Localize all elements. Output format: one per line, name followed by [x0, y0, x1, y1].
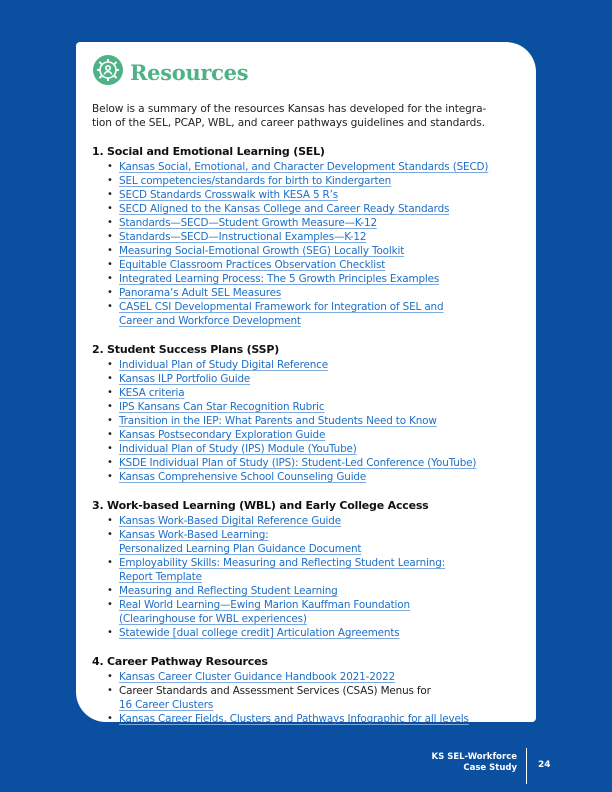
intro-paragraph — [92, 102, 522, 130]
resource-link[interactable]: Kansas Work-Based Digital Reference Guide — [119, 515, 341, 527]
list-item[interactable] — [119, 598, 522, 626]
intro-line: tion of the SEL, PCAP, WBL, and career pathways guidelines and standards. — [92, 117, 485, 129]
resource-link[interactable]: Kansas Work-Based Learning: — [119, 529, 269, 541]
resource-link[interactable]: 16 Career Clusters — [119, 699, 214, 711]
resource-link[interactable]: IPS Kansans Can Star Recognition Rubric — [119, 401, 325, 413]
resource-link[interactable]: Equitable Classroom Practices Observation Checklist — [119, 259, 386, 271]
resource-link[interactable]: SECD Aligned to the Kansas College and Career Ready Standards — [119, 203, 450, 215]
resource-link-continuation[interactable]: Personalized Learning Plan Guidance Document — [119, 543, 362, 555]
resource-link[interactable]: Measuring and Reflecting Student Learning — [119, 585, 338, 597]
ssp-resource-list — [92, 358, 522, 484]
resource-link[interactable]: Standards—SECD—Student Growth Measure—K-12 — [119, 217, 377, 229]
resource-text: Career Standards and Assessment Services (CSAS) Menus for — [119, 685, 431, 697]
list-item[interactable] — [119, 712, 522, 726]
resource-link[interactable]: Kansas Postsecondary Exploration Guide — [119, 429, 326, 441]
page-number: 24 — [538, 760, 551, 770]
list-item[interactable] — [119, 160, 522, 174]
section-title-career-pathways: 4. Career Pathway Resources — [92, 655, 268, 668]
list-item[interactable] — [119, 670, 522, 684]
resource-link[interactable]: SECD Standards Crosswalk with KESA 5 R’s — [119, 189, 339, 201]
resource-link[interactable]: Statewide [dual college credit] Articulation Agreements — [119, 627, 400, 639]
list-item[interactable] — [119, 556, 522, 584]
resource-link[interactable]: Employability Skills: Measuring and Reflecting Student Learning: — [119, 557, 445, 569]
page-title: Resources — [130, 59, 249, 85]
resource-link-continuation[interactable]: (Clearinghouse for WBL experiences) — [119, 613, 307, 625]
list-item[interactable] — [119, 386, 522, 400]
resource-link[interactable]: Transition in the IEP: What Parents and Students Need to Know — [119, 415, 437, 427]
resource-link[interactable]: Standards—SECD—Instructional Examples—K-12 — [119, 231, 367, 243]
resource-link[interactable]: Kansas Social, Emotional, and Character Development Standards (SECD) — [119, 161, 489, 173]
list-item[interactable] — [119, 470, 522, 484]
resource-link[interactable]: Integrated Learning Process: The 5 Growth Principles Examples — [119, 273, 440, 285]
intro-line: Below is a summary of the resources Kansas has developed for the integra- — [92, 103, 487, 115]
list-item[interactable] — [119, 216, 522, 230]
wbl-resource-list — [92, 514, 522, 640]
section-title-sel: 1. Social and Emotional Learning (SEL) — [92, 145, 325, 158]
list-item[interactable] — [119, 428, 522, 442]
list-item[interactable] — [119, 230, 522, 244]
footer-line: Case Study — [463, 763, 517, 773]
list-item[interactable] — [119, 684, 522, 712]
resource-link[interactable]: Individual Plan of Study (IPS) Module (YouTube) — [119, 443, 357, 455]
list-item[interactable] — [119, 300, 522, 328]
list-item[interactable] — [119, 202, 522, 216]
list-item[interactable] — [119, 626, 522, 640]
list-item[interactable] — [119, 244, 522, 258]
list-item[interactable] — [119, 286, 522, 300]
resource-link[interactable]: Individual Plan of Study Digital Reference — [119, 359, 328, 371]
footer-line: KS SEL-Workforce — [431, 752, 517, 762]
list-item[interactable] — [119, 358, 522, 372]
list-item[interactable] — [119, 442, 522, 456]
resource-link[interactable]: Measuring Social-Emotional Growth (SEG) Locally Toolkit — [119, 245, 405, 257]
footer-divider — [526, 748, 527, 784]
resource-link[interactable]: KSDE Individual Plan of Study (IPS): Student-Led Conference (YouTube) — [119, 457, 477, 469]
resource-link[interactable]: Kansas Comprehensive School Counseling Guide — [119, 471, 367, 483]
section-title-wbl: 3. Work-based Learning (WBL) and Early College Access — [92, 499, 429, 512]
section-header — [92, 56, 522, 88]
resource-link[interactable]: SEL competencies/standards for birth to Kindergarten — [119, 175, 392, 187]
list-item[interactable] — [119, 258, 522, 272]
list-item[interactable] — [119, 188, 522, 202]
list-item[interactable] — [119, 174, 522, 188]
resource-link-continuation[interactable]: Report Template — [119, 571, 202, 583]
list-item[interactable] — [119, 528, 522, 556]
list-item[interactable] — [119, 456, 522, 470]
list-item[interactable] — [119, 414, 522, 428]
resource-link[interactable]: Panorama’s Adult SEL Measures — [119, 287, 282, 299]
footer-document-title — [432, 752, 517, 774]
resource-link[interactable]: Real World Learning—Ewing Marion Kauffman Foundation — [119, 599, 410, 611]
resource-link[interactable]: Kansas ILP Portfolio Guide — [119, 373, 251, 385]
list-item[interactable] — [119, 272, 522, 286]
resource-link[interactable]: Kansas Career Fields, Clusters and Pathways Infographic for all levels — [119, 713, 469, 725]
list-item[interactable] — [119, 372, 522, 386]
resource-link[interactable]: CASEL CSI Developmental Framework for Integration of SEL and — [119, 301, 444, 313]
section-title-ssp: 2. Student Success Plans (SSP) — [92, 343, 280, 356]
resource-link[interactable]: KESA criteria — [119, 387, 185, 399]
career-resource-list — [92, 670, 522, 726]
resource-link-continuation[interactable]: Career and Workforce Development — [119, 315, 301, 327]
list-item[interactable] — [119, 584, 522, 598]
list-item[interactable] — [119, 514, 522, 528]
resources-card — [76, 42, 536, 725]
sel-resource-list — [92, 160, 522, 328]
resource-link[interactable]: Kansas Career Cluster Guidance Handbook 2021-2022 — [119, 671, 396, 683]
gear-people-icon — [92, 54, 124, 90]
list-item[interactable] — [119, 400, 522, 414]
